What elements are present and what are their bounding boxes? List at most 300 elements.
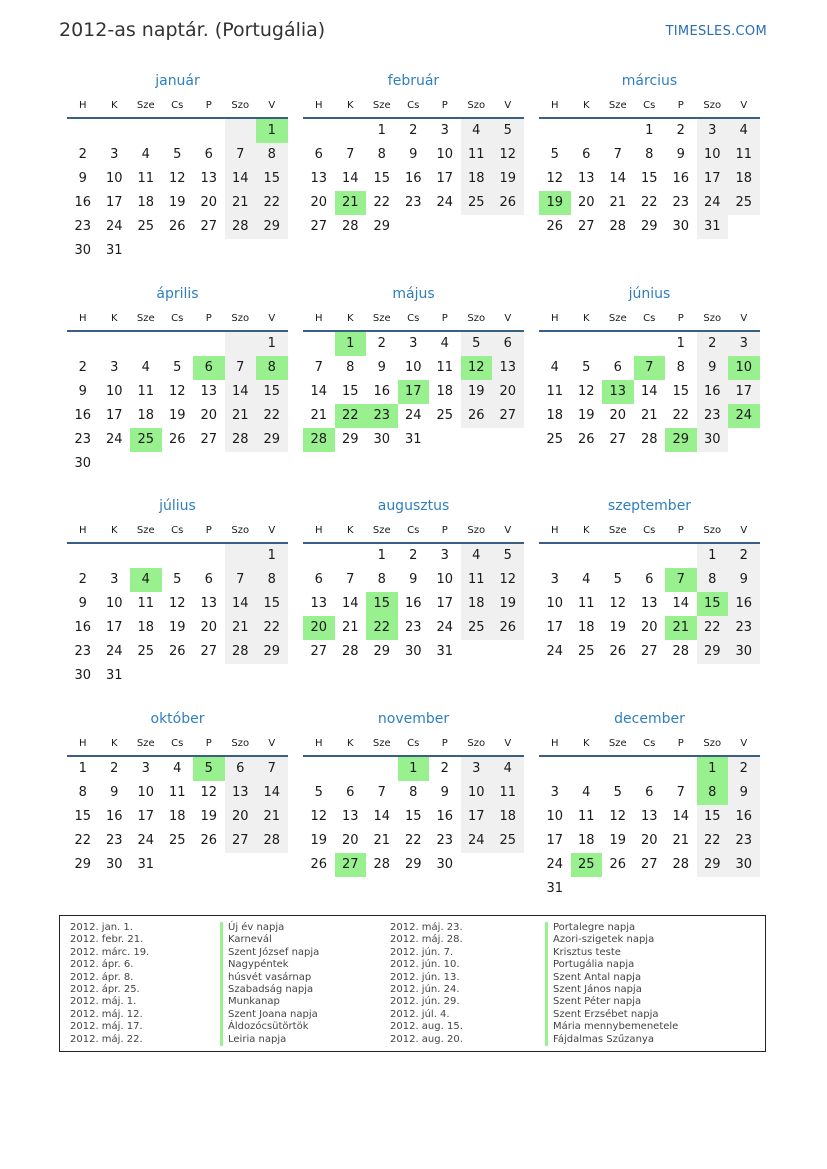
empty-day-cell [602, 119, 634, 143]
empty-day-cell [67, 544, 99, 568]
day-cell: 3 [550, 785, 559, 800]
legend-holiday-name: Áldozócsütörtök [220, 1021, 319, 1033]
legend-holiday-name: Azori-szigetek napja [545, 934, 678, 946]
day-cell: 28 [373, 857, 391, 872]
day-cell: 20 [200, 620, 218, 635]
day-cell: 2 [110, 761, 119, 776]
day-cell: 30 [436, 857, 454, 872]
day-cell: 6 [346, 785, 355, 800]
day-cell: 7 [314, 360, 323, 375]
day-cell: 27 [200, 432, 218, 447]
day-cell: 8 [346, 360, 355, 375]
month-calendar [303, 710, 524, 877]
empty-day-cell [335, 119, 367, 143]
day-cell: 24 [105, 644, 123, 659]
weekday-header: Szo [697, 519, 729, 544]
day-cell: 16 [404, 596, 422, 611]
day-cell: 13 [200, 384, 218, 399]
day-cell: 20 [640, 833, 658, 848]
weekday-header: V [256, 307, 288, 332]
legend-holiday-name: Szent Joana napja [220, 1009, 319, 1021]
day-cell: 12 [168, 596, 186, 611]
day-cell: 8 [256, 143, 288, 167]
weekday-header: Cs [398, 307, 430, 332]
day-cell: 16 [728, 805, 760, 829]
day-cell: 5 [173, 572, 182, 587]
day-cell: 6 [613, 360, 622, 375]
day-cell: 14 [373, 809, 391, 824]
weekday-header: P [665, 94, 697, 119]
empty-day-cell [335, 544, 367, 568]
day-cell: 12 [310, 809, 328, 824]
day-cell: 28 [256, 829, 288, 853]
day-cell: 26 [546, 219, 564, 234]
day-cell: 6 [225, 757, 257, 781]
day-cell: 22 [404, 833, 422, 848]
weekday-header: P [193, 307, 225, 332]
day-cell: 23 [728, 616, 760, 640]
legend-holiday-name: Szent József napja [220, 947, 319, 959]
day-cell: 28 [341, 219, 359, 234]
day-cell: 3 [110, 147, 119, 162]
holiday-day-cell: 22 [335, 404, 367, 428]
legend-holiday-name: Szent Péter napja [545, 996, 678, 1008]
day-cell: 29 [256, 640, 288, 664]
day-cell: 15 [697, 805, 729, 829]
day-cell: 9 [78, 384, 87, 399]
weekday-header: H [303, 94, 335, 119]
holiday-day-cell: 17 [398, 380, 430, 404]
day-cell: 22 [373, 195, 391, 210]
day-cell: 21 [609, 195, 627, 210]
weekday-header: Szo [225, 519, 257, 544]
legend-holiday-name: Munkanap [220, 996, 319, 1008]
day-cell: 15 [404, 809, 422, 824]
day-cell: 14 [672, 596, 690, 611]
weekday-header: H [539, 307, 571, 332]
day-cell: 3 [409, 336, 418, 351]
weekday-header: H [67, 732, 99, 757]
day-cell: 10 [436, 147, 454, 162]
day-cell: 12 [492, 143, 524, 167]
day-cell: 25 [436, 408, 454, 423]
day-cell: 20 [200, 195, 218, 210]
empty-day-cell [634, 332, 666, 356]
weekday-header: Szo [461, 519, 493, 544]
day-cell: 26 [168, 644, 186, 659]
legend-holiday-name: Leiria napja [220, 1034, 319, 1046]
day-cell: 19 [168, 195, 186, 210]
day-cell: 4 [582, 572, 591, 587]
day-cell: 20 [341, 833, 359, 848]
weekday-header: Cs [634, 519, 666, 544]
weekday-header: V [492, 307, 524, 332]
weekday-header: Cs [634, 732, 666, 757]
day-cell: 25 [137, 219, 155, 234]
day-cell: 14 [672, 809, 690, 824]
holiday-legend [59, 915, 766, 1052]
weekday-header: V [492, 94, 524, 119]
weekday-header: K [335, 732, 367, 757]
legend-holiday-name: Portugália napja [545, 959, 678, 971]
day-cell: 5 [550, 147, 559, 162]
day-cell: 5 [173, 360, 182, 375]
day-cell: 26 [168, 432, 186, 447]
day-cell: 30 [672, 219, 690, 234]
weekday-header: H [539, 519, 571, 544]
empty-day-cell [303, 757, 335, 781]
empty-day-cell [130, 119, 162, 143]
holiday-day-cell: 27 [335, 853, 367, 877]
legend-holiday-name: Karnevál [220, 934, 319, 946]
weekday-header: Sze [130, 519, 162, 544]
month-days-grid [67, 519, 288, 688]
day-cell: 14 [256, 781, 288, 805]
day-cell: 4 [492, 757, 524, 781]
day-cell: 8 [409, 785, 418, 800]
day-cell: 22 [697, 829, 729, 853]
day-cell: 13 [640, 596, 658, 611]
day-cell: 17 [728, 380, 760, 404]
day-cell: 5 [314, 785, 323, 800]
legend-holiday-name: Portalegre napja [545, 922, 678, 934]
day-cell: 11 [436, 360, 454, 375]
day-cell: 17 [436, 596, 454, 611]
day-cell: 22 [256, 616, 288, 640]
day-cell: 13 [341, 809, 359, 824]
month-calendar [539, 285, 760, 452]
weekday-header: V [492, 519, 524, 544]
day-cell: 18 [436, 384, 454, 399]
empty-day-cell [571, 332, 603, 356]
day-cell: 20 [492, 380, 524, 404]
day-cell: 15 [256, 380, 288, 404]
weekday-header: Sze [130, 307, 162, 332]
day-cell: 21 [640, 408, 658, 423]
day-cell: 2 [409, 548, 418, 563]
weekday-header: Szo [461, 307, 493, 332]
day-cell: 7 [676, 785, 685, 800]
day-cell: 29 [404, 857, 422, 872]
day-cell: 12 [168, 171, 186, 186]
empty-day-cell [602, 757, 634, 781]
day-cell: 2 [78, 147, 87, 162]
holiday-day-cell: 1 [697, 757, 729, 781]
day-cell: 24 [137, 833, 155, 848]
brand-link[interactable]: TIMESLES.COM [665, 24, 767, 39]
day-cell: 29 [74, 857, 92, 872]
day-cell: 23 [404, 195, 422, 210]
holiday-day-cell: 1 [256, 119, 288, 143]
day-cell: 7 [225, 568, 257, 592]
empty-day-cell [130, 544, 162, 568]
day-cell: 14 [225, 592, 257, 616]
day-cell: 2 [409, 123, 418, 138]
day-cell: 19 [492, 592, 524, 616]
empty-day-cell [99, 544, 131, 568]
day-cell: 5 [492, 119, 524, 143]
day-cell: 12 [609, 809, 627, 824]
day-cell: 23 [697, 404, 729, 428]
holiday-day-cell: 19 [539, 191, 571, 215]
legend-date: 2012. jan. 1. [70, 922, 133, 933]
day-cell: 12 [546, 171, 564, 186]
weekday-header: Sze [366, 519, 398, 544]
empty-day-cell [303, 119, 335, 143]
weekday-header: P [665, 519, 697, 544]
weekday-header: H [67, 94, 99, 119]
day-cell: 18 [461, 592, 493, 616]
legend-date: 2012. jún. 7. [390, 946, 454, 958]
day-cell: 20 [200, 408, 218, 423]
weekday-header: Cs [162, 732, 194, 757]
day-cell: 2 [440, 761, 449, 776]
empty-day-cell [99, 332, 131, 356]
day-cell: 30 [74, 668, 92, 683]
day-cell: 3 [550, 572, 559, 587]
month-calendar [303, 497, 524, 664]
day-cell: 16 [436, 809, 454, 824]
day-cell: 17 [105, 408, 123, 423]
month-days-grid [539, 307, 760, 452]
day-cell: 27 [609, 432, 627, 447]
holiday-day-cell: 4 [130, 568, 162, 592]
legend-date: 2012. jún. 29. [390, 996, 460, 1008]
month-calendar [539, 710, 760, 901]
day-cell: 25 [168, 833, 186, 848]
day-cell: 16 [74, 195, 92, 210]
day-cell: 24 [546, 857, 564, 872]
day-cell: 9 [78, 596, 87, 611]
day-cell: 7 [377, 785, 386, 800]
empty-day-cell [99, 119, 131, 143]
legend-date: 2012. máj. 23. [390, 922, 463, 933]
day-cell: 4 [550, 360, 559, 375]
weekday-header: Sze [366, 94, 398, 119]
day-cell: 14 [609, 171, 627, 186]
day-cell: 22 [256, 191, 288, 215]
day-cell: 11 [137, 596, 155, 611]
legend-date: 2012. ápr. 8. [70, 971, 134, 983]
day-cell: 28 [672, 644, 690, 659]
holiday-day-cell: 15 [697, 592, 729, 616]
day-cell: 13 [577, 171, 595, 186]
day-cell: 18 [577, 620, 595, 635]
empty-day-cell [602, 544, 634, 568]
month-title: január [155, 73, 200, 89]
day-cell: 9 [728, 781, 760, 805]
day-cell: 19 [609, 833, 627, 848]
day-cell: 9 [676, 147, 685, 162]
weekday-header: Cs [398, 94, 430, 119]
empty-day-cell [162, 332, 194, 356]
empty-day-cell [193, 332, 225, 356]
day-cell: 9 [78, 171, 87, 186]
day-cell: 28 [672, 857, 690, 872]
day-cell: 23 [672, 195, 690, 210]
day-cell: 14 [341, 596, 359, 611]
month-title: június [628, 286, 671, 302]
day-cell: 16 [373, 384, 391, 399]
day-cell: 18 [577, 833, 595, 848]
day-cell: 31 [546, 881, 564, 896]
day-cell: 13 [310, 596, 328, 611]
day-cell: 31 [404, 432, 422, 447]
page-title: 2012-as naptár. (Portugália) [59, 19, 326, 41]
weekday-header: V [728, 307, 760, 332]
weekday-header: Sze [602, 732, 634, 757]
weekday-header: V [728, 94, 760, 119]
legend-names-col-1 [220, 922, 319, 1046]
weekday-header: H [303, 519, 335, 544]
day-cell: 29 [373, 644, 391, 659]
holiday-day-cell: 8 [256, 356, 288, 380]
day-cell: 22 [697, 616, 729, 640]
day-cell: 10 [546, 596, 564, 611]
day-cell: 23 [404, 620, 422, 635]
holiday-day-cell: 7 [665, 568, 697, 592]
holiday-day-cell: 28 [303, 428, 335, 452]
empty-day-cell [225, 119, 257, 143]
day-cell: 26 [609, 857, 627, 872]
month-days-grid [67, 94, 288, 263]
day-cell: 15 [256, 592, 288, 616]
day-cell: 25 [461, 616, 493, 640]
legend-date: 2012. jún. 24. [390, 983, 460, 995]
day-cell: 24 [697, 191, 729, 215]
day-cell: 20 [577, 195, 595, 210]
weekday-header: Szo [461, 94, 493, 119]
weekday-header: Szo [225, 94, 257, 119]
weekday-header: Szo [697, 732, 729, 757]
day-cell: 29 [640, 219, 658, 234]
month-title: február [387, 73, 440, 89]
day-cell: 7 [346, 572, 355, 587]
holiday-day-cell: 21 [665, 616, 697, 640]
month-days-grid [539, 94, 760, 239]
day-cell: 8 [676, 360, 685, 375]
legend-dates-col-1 [70, 922, 149, 1046]
legend-date: 2012. máj. 28. [390, 934, 463, 946]
day-cell: 25 [577, 644, 595, 659]
day-cell: 24 [404, 408, 422, 423]
day-cell: 8 [645, 147, 654, 162]
day-cell: 21 [310, 408, 328, 423]
day-cell: 1 [256, 332, 288, 356]
day-cell: 8 [377, 147, 386, 162]
day-cell: 11 [492, 781, 524, 805]
weekday-header: Sze [602, 94, 634, 119]
day-cell: 15 [373, 171, 391, 186]
weekday-header: H [67, 519, 99, 544]
legend-holiday-name: Krisztus teste [545, 947, 678, 959]
legend-holiday-name: Szent Erzsébet napja [545, 1009, 678, 1021]
day-cell: 10 [137, 785, 155, 800]
holiday-day-cell: 1 [335, 332, 367, 356]
day-cell: 4 [461, 119, 493, 143]
day-cell: 6 [645, 572, 654, 587]
day-cell: 30 [74, 456, 92, 471]
weekday-header: P [193, 94, 225, 119]
day-cell: 23 [74, 219, 92, 234]
month-title: május [392, 286, 435, 302]
day-cell: 14 [341, 171, 359, 186]
day-cell: 27 [310, 644, 328, 659]
day-cell: 19 [609, 620, 627, 635]
legend-holiday-name: Nagypéntek [220, 959, 319, 971]
empty-day-cell [303, 544, 335, 568]
day-cell: 21 [225, 404, 257, 428]
empty-day-cell [539, 757, 571, 781]
day-cell: 7 [346, 147, 355, 162]
day-cell: 29 [341, 432, 359, 447]
weekday-header: K [99, 732, 131, 757]
empty-day-cell [634, 544, 666, 568]
weekday-header: V [728, 519, 760, 544]
legend-holiday-name: Szent Antal napja [545, 972, 678, 984]
weekday-header: Cs [398, 519, 430, 544]
day-cell: 8 [78, 785, 87, 800]
holiday-day-cell: 10 [728, 356, 760, 380]
day-cell: 6 [204, 147, 213, 162]
day-cell: 6 [314, 147, 323, 162]
day-cell: 3 [728, 332, 760, 356]
day-cell: 3 [440, 123, 449, 138]
day-cell: 31 [137, 857, 155, 872]
day-cell: 14 [640, 384, 658, 399]
day-cell: 21 [256, 805, 288, 829]
day-cell: 5 [613, 572, 622, 587]
day-cell: 11 [461, 143, 493, 167]
holiday-day-cell: 29 [665, 428, 697, 452]
empty-day-cell [130, 332, 162, 356]
day-cell: 2 [728, 757, 760, 781]
day-cell: 14 [225, 167, 257, 191]
weekday-header: Sze [366, 307, 398, 332]
day-cell: 31 [105, 668, 123, 683]
weekday-header: P [429, 519, 461, 544]
month-title: március [621, 73, 678, 89]
empty-day-cell [602, 332, 634, 356]
day-cell: 4 [141, 147, 150, 162]
day-cell: 29 [697, 640, 729, 664]
month-title: szeptember [607, 498, 692, 514]
day-cell: 21 [672, 833, 690, 848]
day-cell: 13 [640, 809, 658, 824]
day-cell: 9 [110, 785, 119, 800]
day-cell: 9 [728, 568, 760, 592]
day-cell: 22 [672, 408, 690, 423]
month-title: október [150, 711, 205, 727]
day-cell: 12 [200, 785, 218, 800]
weekday-header: P [193, 519, 225, 544]
day-cell: 30 [697, 428, 729, 452]
month-title: november [377, 711, 450, 727]
weekday-header: H [539, 94, 571, 119]
day-cell: 4 [461, 544, 493, 568]
day-cell: 23 [728, 829, 760, 853]
weekday-header: Szo [225, 732, 257, 757]
day-cell: 20 [609, 408, 627, 423]
weekday-header: V [728, 732, 760, 757]
day-cell: 30 [74, 243, 92, 258]
weekday-header: Cs [162, 94, 194, 119]
month-title: december [614, 711, 685, 727]
day-cell: 18 [137, 408, 155, 423]
month-calendar [539, 72, 760, 239]
holiday-day-cell: 12 [461, 356, 493, 380]
holiday-day-cell: 6 [193, 356, 225, 380]
